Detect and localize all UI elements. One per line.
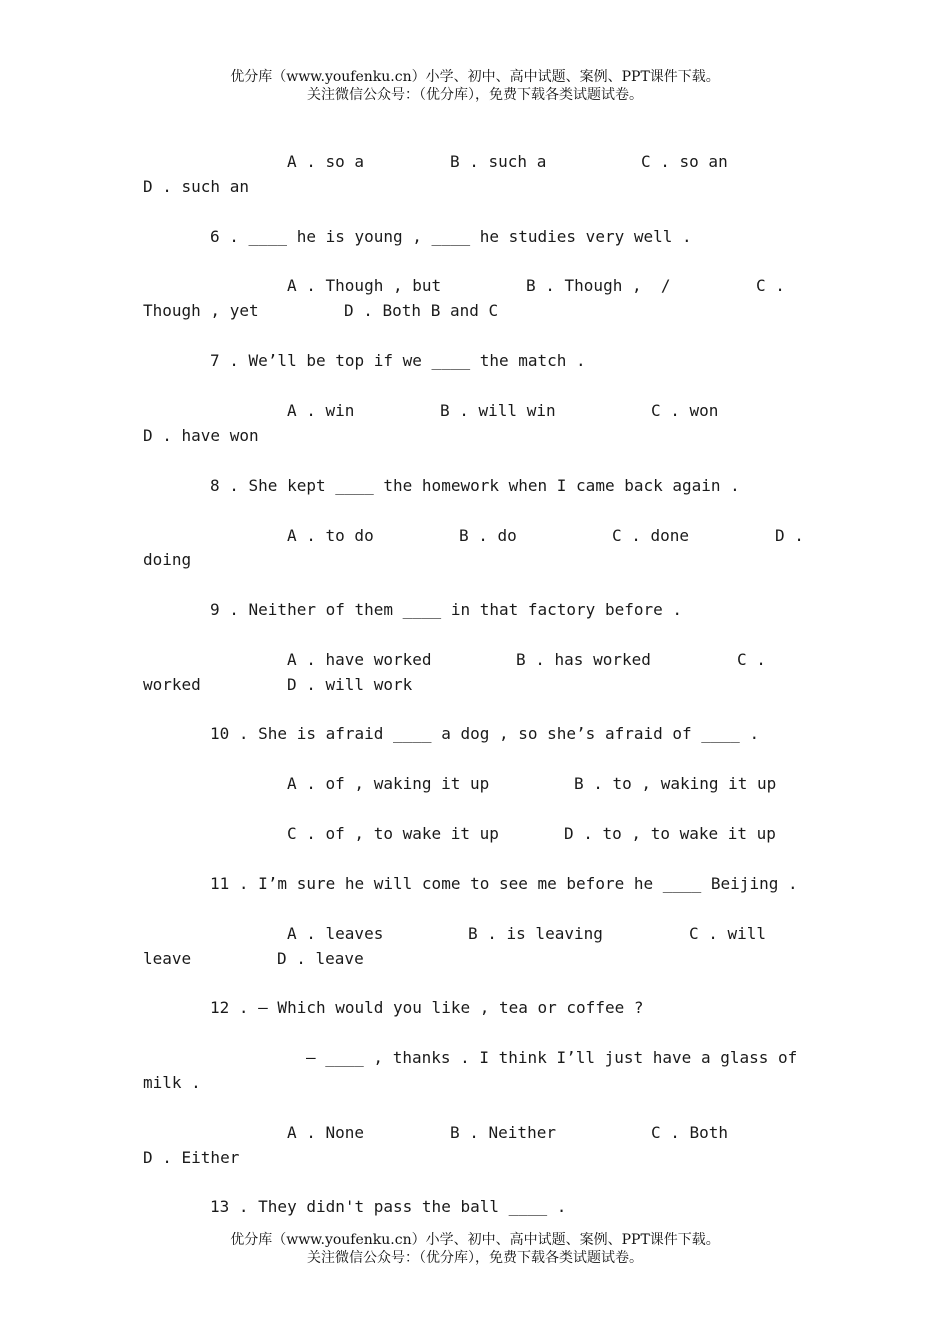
q5-option-b: B . such a: [450, 152, 547, 171]
q7-option-d: D . have won: [143, 426, 259, 445]
q12-answer-line-1: — ____ , thanks . I think I’ll just have a glass of: [306, 1048, 798, 1067]
q11-option-a: A . leaves: [287, 924, 384, 943]
q10-option-c: C . of , to wake it up: [287, 824, 499, 843]
q8-option-c: C . done: [612, 526, 690, 545]
q11-option-d: D . leave: [277, 949, 364, 968]
footer-line-1: 优分库（www.youfenku.cn）小学、初中、高中试题、案例、PPT课件下载。: [230, 1232, 720, 1248]
q6-option-d: D . Both B and C: [344, 301, 499, 320]
q12-option-a: A . None: [287, 1123, 365, 1142]
q11-option-c-end: leave: [143, 949, 192, 968]
q6-option-a: A . Though , but: [287, 276, 442, 295]
q8-option-d-text: doing: [143, 550, 192, 569]
q8-stem: 8 . She kept ____ the homework when I came back again .: [210, 476, 740, 495]
q10-option-a: A . of , waking it up: [287, 774, 490, 793]
q8-option-d-label: D .: [775, 526, 804, 545]
q13-stem: 13 . They didn't pass the ball ____ .: [210, 1197, 567, 1216]
q6-option-c-label: C .: [756, 276, 785, 295]
page-header: [0, 68, 950, 104]
q8-option-b: B . do: [459, 526, 517, 545]
q6-option-b: B . Though , /: [526, 276, 671, 295]
q7-option-b: B . will win: [440, 401, 556, 420]
q12-answer-line-2: milk .: [143, 1073, 201, 1092]
header-line-2: 关注微信公众号：（优分库），免费下载各类试题试卷。: [307, 87, 643, 103]
q7-stem: 7 . We’ll be top if we ____ the match .: [210, 351, 586, 370]
q12-stem: 12 . — Which would you like , tea or coffee ?: [210, 998, 644, 1017]
q6-stem: 6 . ____ he is young , ____ he studies very well .: [210, 227, 692, 246]
q7-option-c: C . won: [651, 401, 719, 420]
q7-option-a: A . win: [287, 401, 355, 420]
q11-stem: 11 . I’m sure he will come to see me before he ____ Beijing .: [210, 874, 798, 893]
q12-option-d: D . Either: [143, 1148, 240, 1167]
q12-option-b: B . Neither: [450, 1123, 556, 1142]
q11-option-b: B . is leaving: [468, 924, 603, 943]
q9-option-d: D . will work: [287, 675, 413, 694]
q10-option-d: D . to , to wake it up: [564, 824, 776, 843]
footer-line-2: 关注微信公众号：（优分库），免费下载各类试题试卷。: [307, 1250, 643, 1266]
q8-option-a: A . to do: [287, 526, 374, 545]
q9-option-a: A . have worked: [287, 650, 432, 669]
q9-option-c-label: C .: [737, 650, 766, 669]
q12-option-c: C . Both: [651, 1123, 729, 1142]
q10-stem: 10 . She is afraid ____ a dog , so she’s afraid of ____ .: [210, 724, 760, 743]
q5-option-c: C . so an: [641, 152, 728, 171]
header-line-1: 优分库（www.youfenku.cn）小学、初中、高中试题、案例、PPT课件下载。: [230, 69, 720, 85]
page-footer: [0, 1231, 950, 1267]
q9-option-c-text: worked: [143, 675, 201, 694]
q9-stem: 9 . Neither of them ____ in that factory before .: [210, 600, 683, 619]
q11-option-c-start: C . will: [689, 924, 767, 943]
q5-option-a: A . so a: [287, 152, 365, 171]
q9-option-b: B . has worked: [516, 650, 651, 669]
q5-option-d: D . such an: [143, 177, 249, 196]
q10-option-b: B . to , waking it up: [574, 774, 777, 793]
q6-option-c-text: Though , yet: [143, 301, 259, 320]
